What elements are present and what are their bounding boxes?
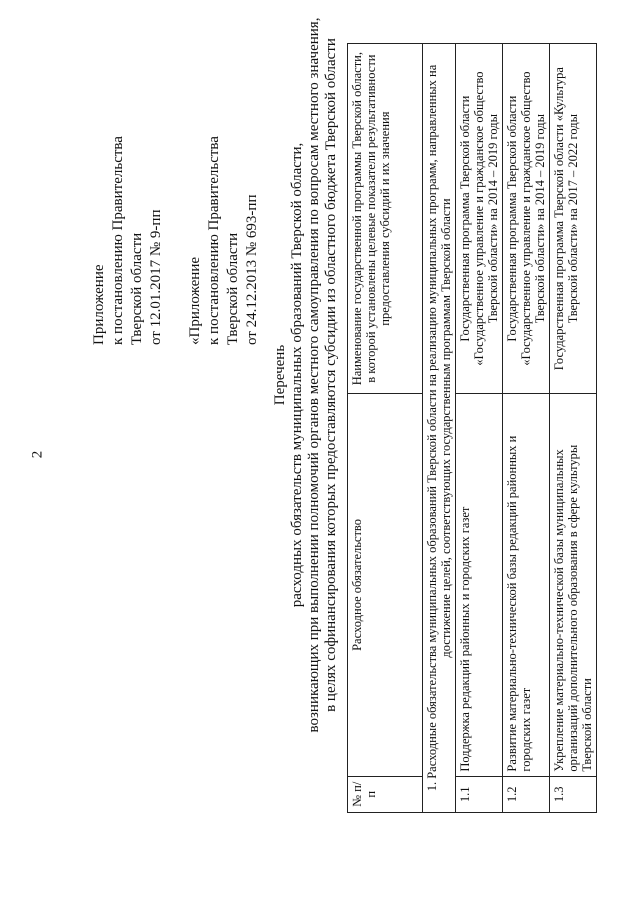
appendix-line: Тверской области [129, 232, 145, 345]
row-obligation: Укрепление материально-технической базы муниципальных организаций дополнительного образования в сфере культуры Тверской области [550, 394, 597, 776]
page-number: 2 [29, 450, 46, 459]
row-program: Государственная программа Тверской области «Государственное управление и гражданское общество Тверской области» на 2014 – 2019 годы [503, 44, 550, 394]
title-line: в целях софинансирования которых предоставляются субсидии из областного бюджета Тверской области [323, 38, 339, 712]
document-title [272, 0, 340, 815]
section-title: 1. Расходные обязательства муниципальных образований Тверской области на реализацию муниципальных программ, направленных на достижение целей, соответствующих государственным программам Тверской области [423, 44, 456, 813]
header-obligation: Расходное обязательство [348, 394, 423, 776]
header-num: № п/п [348, 776, 423, 812]
title-heading: Перечень [272, 344, 288, 406]
appendix-line: «Приложение [187, 256, 203, 345]
table-row [503, 44, 550, 813]
row-program: Государственная программа Тверской области «Государственное управление и гражданское общество Тверской области» на 2014 – 2019 годы [456, 44, 503, 394]
title-line: возникающих при выполнении полномочий органов местного самоуправления по вопросам местного значения, [306, 17, 322, 733]
table-section-row [423, 44, 456, 813]
appendix-line: от 12.01.2017 № 9-пп [148, 209, 164, 345]
row-num: 1.2 [503, 776, 550, 812]
row-program: Государственная программа Тверской области «Культура Тверской области» на 2017 – 2022 годы [550, 44, 597, 394]
header-program: Наименование государственной программы Тверской области, в которой установлены целевые показатели результативности предоставления субсидий и их значения [348, 44, 423, 394]
row-num: 1.3 [550, 776, 597, 812]
row-obligation: Развитие материально-технической базы редакций районных и городских газет [503, 394, 550, 776]
appendix-previous [186, 85, 262, 345]
title-line: расходных обязательств муниципальных образований Тверской области, [289, 142, 305, 608]
appendix-line: к постановлению Правительства [206, 136, 222, 345]
appendix-line: Приложение [91, 264, 107, 345]
appendix-line: к постановлению Правительства [110, 136, 126, 345]
row-obligation: Поддержка редакций районных и городских газет [456, 394, 503, 776]
table-row [550, 44, 597, 813]
appendix-current [90, 85, 166, 345]
row-num: 1.1 [456, 776, 503, 812]
obligations-table [347, 43, 597, 813]
appendix-line: от 24.12.2013 № 693-пп [244, 194, 260, 345]
table-row [456, 44, 503, 813]
table-header-row [348, 44, 423, 813]
appendix-line: Тверской области [225, 232, 241, 345]
